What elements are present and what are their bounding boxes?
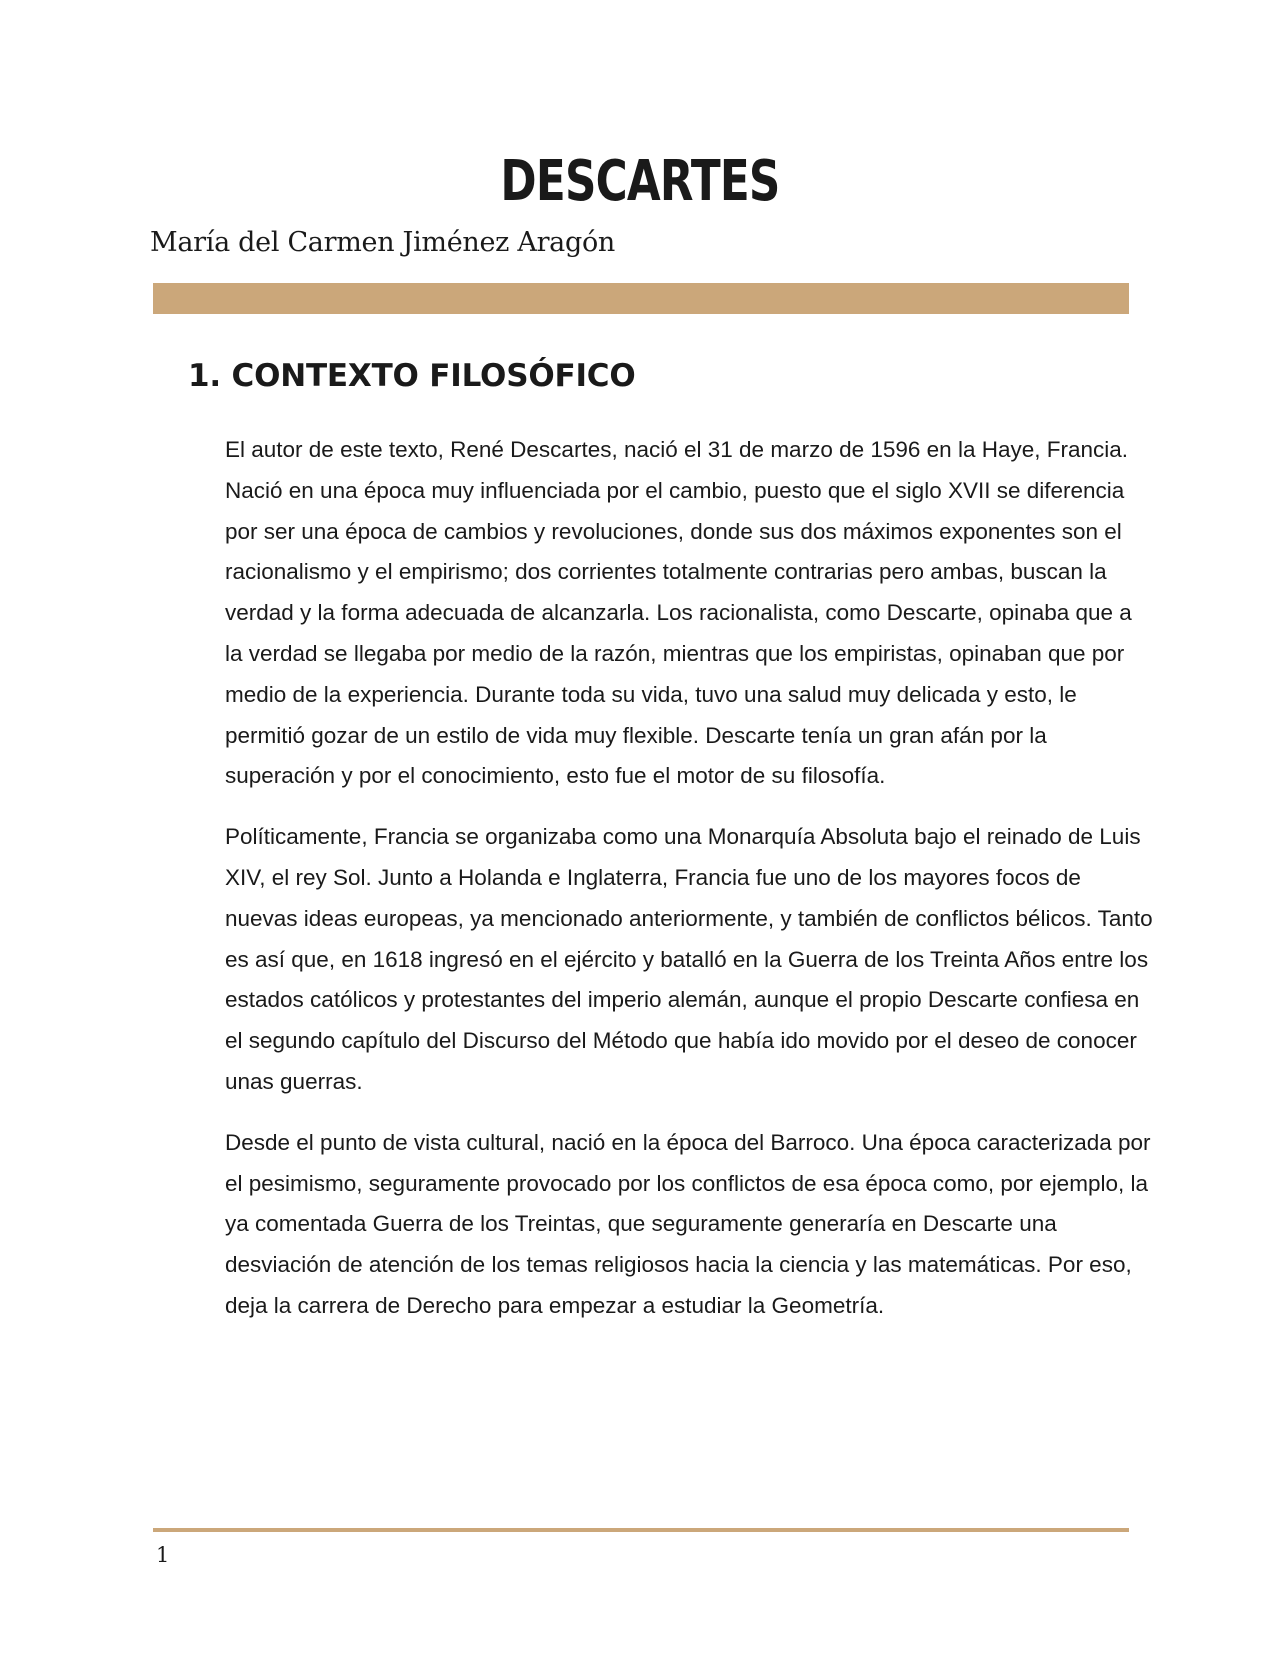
document-title: DESCARTES [500,149,780,214]
section-heading: 1. CONTEXTO FILOSÓFICO [188,358,636,394]
section-body [225,430,1155,1347]
author-name: María del Carmen Jiménez Aragón [150,227,616,258]
paragraph-2: Políticamente, Francia se organizaba como una Monarquía Absoluta bajo el reinado de Luis XIV, el rey Sol. Junto a Holanda e Inglaterra, Francia fue uno de los mayores focos de nuevas ideas europeas, ya mencionado anteriormente, y también de conflictos bélicos. Tanto es así que, en 1618 ingresó en el ejército y batalló en la Guerra de los Treinta Años entre los estados católicos y protestantes del imperio alemán, aunque el propio Descarte confiesa en el segundo capítulo del Discurso del Método que había ido movido por el deseo de conocer unas guerras. [225,824,1153,1094]
footer-rule [153,1528,1129,1532]
page-number: 1 [156,1543,170,1567]
header-accent-bar [153,283,1129,314]
paragraph-1: El autor de este texto, René Descartes, nació el 31 de marzo de 1596 en la Haye, Francia. Nació en una época muy influenciada por el cambio, puesto que el siglo XVII se diferencia por ser una época de cambios y revoluciones, donde sus dos máximos exponentes son el racionalismo y el empirismo; dos corrientes totalmente contrarias pero ambas, buscan la verdad y la forma adecuada de alcanzarla. Los racionalista, como Descarte, opinaba que a la verdad se llegaba por medio de la razón, mientras que los empiristas, opinaban que por medio de la experiencia. Durante toda su vida, tuvo una salud muy delicada y esto, le permitió gozar de un estilo de vida muy flexible. Descarte tenía un gran afán por la superación y por el conocimiento, esto fue el motor de su filosofía. [225,437,1132,789]
paragraph-3: Desde el punto de vista cultural, nació en la época del Barroco. Una época caracterizada por el pesimismo, seguramente provocado por los conflictos de esa época como, por ejemplo, la ya comentada Guerra de los Treintas, que seguramente generaría en Descarte una desviación de atención de los temas religiosos hacia la ciencia y las matemáticas. Por eso, deja la carrera de Derecho para empezar a estudiar la Geometría. [225,1129,1151,1318]
